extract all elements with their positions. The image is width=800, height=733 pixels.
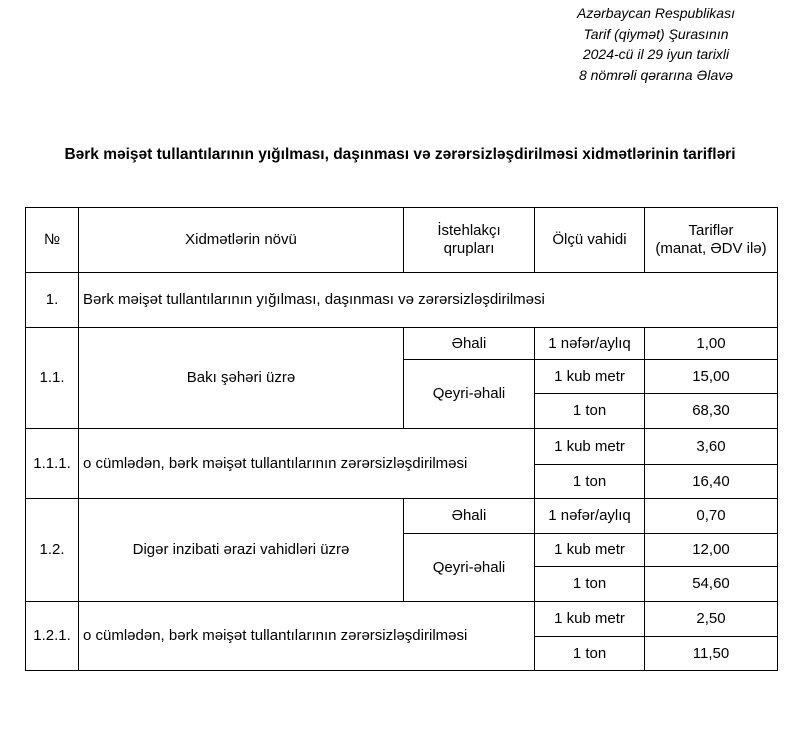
table-row	[26, 429, 778, 465]
annex-line-3: 2024-cü il 29 iyun tarixli	[582, 46, 730, 62]
tariff-cell: 16,40	[645, 465, 778, 499]
table-row	[26, 328, 778, 360]
unit-cell: 1 nəfər/aylıq	[535, 328, 645, 360]
tariff-cell: 15,00	[645, 360, 778, 394]
annex-line-4: 8 nömrəli qərarına Əlavə	[578, 66, 734, 83]
document-title: Bərk məişət tullantılarının yığılması, daşınması və zərərsizləşdirilməsi xidmətlərinin tarifləri	[64, 146, 736, 163]
unit-cell: 1 ton	[535, 567, 645, 602]
row-number: 1.1.	[26, 328, 79, 429]
tariff-cell: 11,50	[645, 637, 778, 671]
consumer-group: Əhali	[404, 499, 535, 534]
tariff-cell: 2,50	[645, 602, 778, 637]
header-service-type: Xidmətlərin növü	[79, 208, 404, 273]
tariff-table	[25, 207, 778, 671]
unit-cell: 1 ton	[535, 465, 645, 499]
tariff-cell: 12,00	[645, 534, 778, 567]
unit-cell: 1 kub metr	[535, 602, 645, 637]
annex-reference	[577, 3, 735, 85]
header-unit: Ölçü vahidi	[535, 208, 645, 273]
consumer-group: Qeyri-əhali	[404, 534, 535, 602]
header-tariff: Tariflər (manat, ƏDV ilə)	[645, 208, 778, 273]
section-title: Bərk məişət tullantılarının yığılması, daşınması və zərərsizləşdirilməsi	[79, 273, 778, 328]
tariff-cell: 1,00	[645, 328, 778, 360]
unit-cell: 1 kub metr	[535, 360, 645, 394]
table-header-row	[26, 208, 778, 273]
annex-line-2: Tarif (qiymət) Şurasının	[583, 25, 729, 42]
annex-line-1: Azərbaycan Respublikası	[577, 5, 735, 21]
service-name: Digər inzibati ərazi vahidləri üzrə	[79, 499, 404, 602]
consumer-group: Qeyri-əhali	[404, 360, 535, 429]
tariff-cell: 68,30	[645, 394, 778, 429]
unit-cell: 1 nəfər/aylıq	[535, 499, 645, 534]
row-number: 1.	[26, 273, 79, 328]
unit-cell: 1 kub metr	[535, 429, 645, 465]
header-consumer-group: İstehlakçı qrupları	[404, 208, 535, 273]
unit-cell: 1 ton	[535, 637, 645, 671]
service-name: o cümlədən, bərk məişət tullantılarının zərərsizləşdirilməsi	[79, 429, 535, 499]
tariff-cell: 54,60	[645, 567, 778, 602]
unit-cell: 1 kub metr	[535, 534, 645, 567]
header-number: №	[26, 208, 79, 273]
table-row	[26, 273, 778, 328]
service-name: Bakı şəhəri üzrə	[79, 328, 404, 429]
unit-cell: 1 ton	[535, 394, 645, 429]
table-row	[26, 602, 778, 637]
consumer-group: Əhali	[404, 328, 535, 360]
row-number: 1.2.1.	[26, 602, 79, 671]
row-number: 1.1.1.	[26, 429, 79, 499]
row-number: 1.2.	[26, 499, 79, 602]
table-row	[26, 499, 778, 534]
tariff-cell: 0,70	[645, 499, 778, 534]
service-name: o cümlədən, bərk məişət tullantılarının zərərsizləşdirilməsi	[79, 602, 535, 671]
tariff-cell: 3,60	[645, 429, 778, 465]
